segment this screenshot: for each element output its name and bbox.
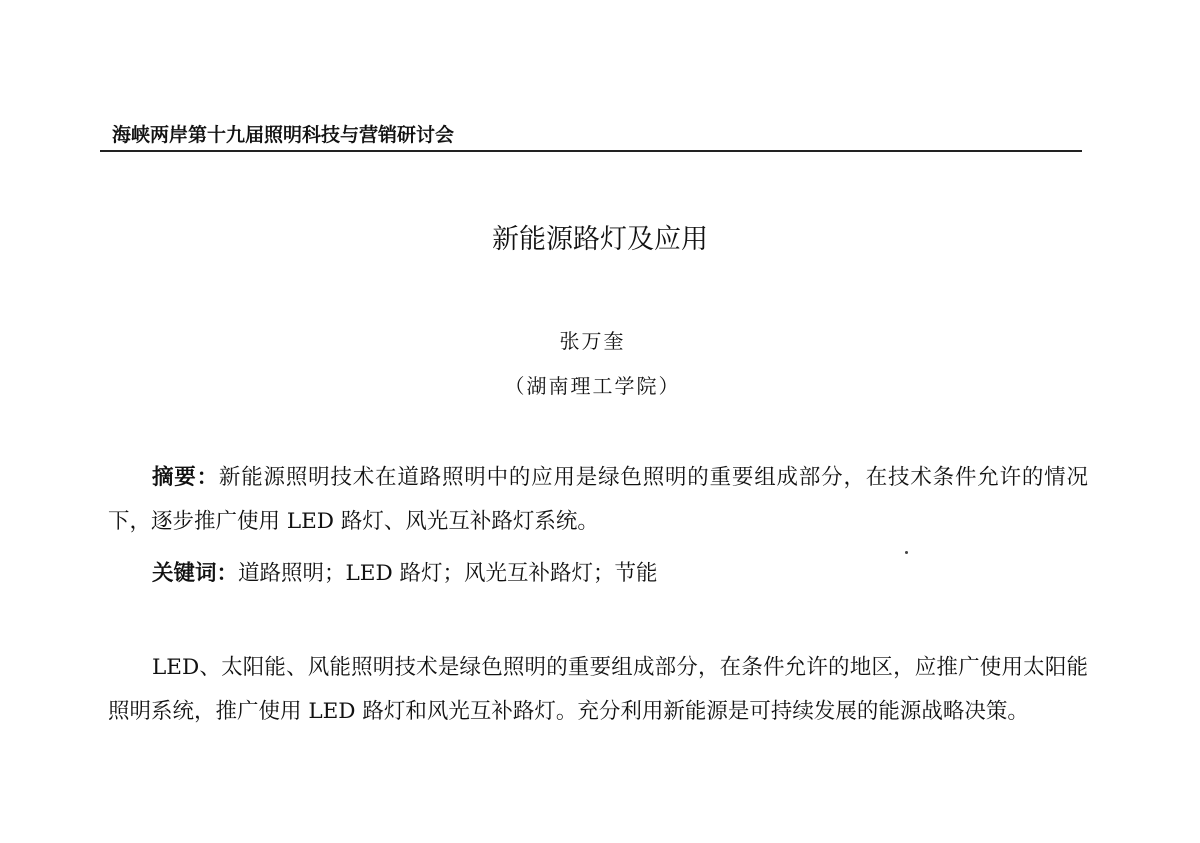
- header-rule: [100, 150, 1082, 152]
- keywords: [108, 552, 1088, 596]
- author-name: 张万奎: [559, 329, 626, 353]
- abstract-label: 摘要：: [152, 465, 219, 490]
- keywords-text: 道路照明；LED 路灯；风光互补路灯；节能: [238, 561, 658, 586]
- running-header: 海峡两岸第十九届照明科技与营销研讨会: [112, 124, 455, 146]
- abstract-text: 新能源照明技术在道路照明中的应用是绿色照明的重要组成部分，在技术条件允许的情况下，逐步推广使用 LED 路灯、风光互补路灯系统。: [108, 465, 1088, 534]
- author-affiliation: （湖南理工学院）: [504, 374, 681, 398]
- abstract: [108, 456, 1088, 544]
- paper-title: 新能源路灯及应用: [492, 224, 708, 255]
- body-paragraph: LED、太阳能、风能照明技术是绿色照明的重要组成部分，在条件允许的地区，应推广使用太阳能照明系统，推广使用 LED 路灯和风光互补路灯。充分利用新能源是可持续发展的能源战略决策。: [108, 655, 1088, 724]
- keywords-label: 关键词：: [152, 561, 239, 586]
